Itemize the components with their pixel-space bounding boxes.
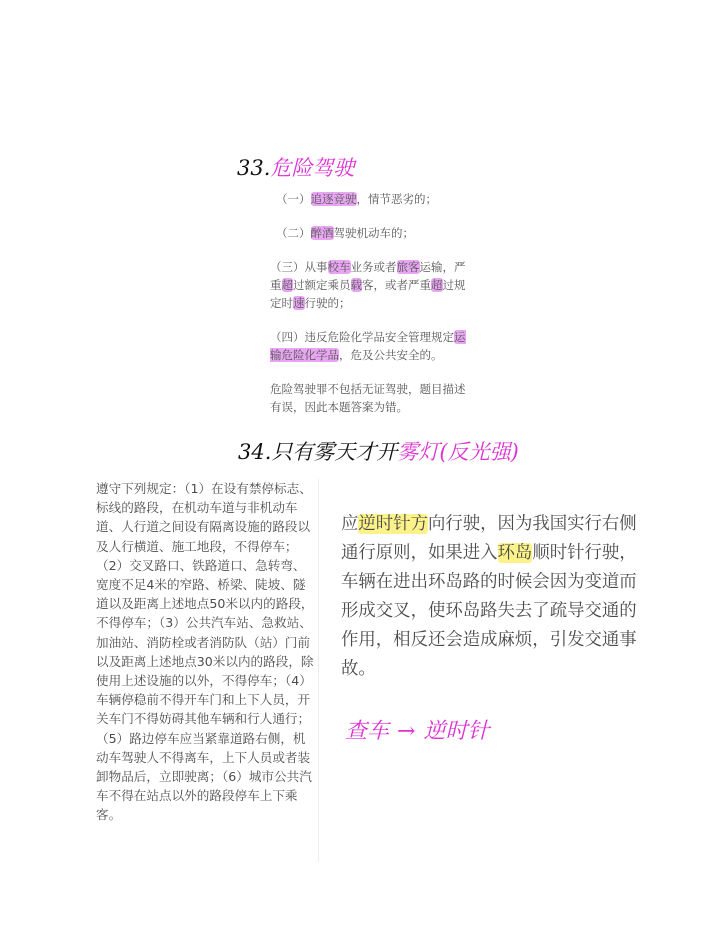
highlight: 追逐竞驶	[310, 192, 357, 206]
highlight: 旅客	[396, 260, 420, 274]
q33-title	[237, 152, 354, 182]
note-right: 逆时针	[423, 719, 490, 744]
q33-item-4: （四）违反危险化学品安全管理规定运输危险化学品，危及公共安全的。	[270, 330, 466, 362]
highlight: 运输危险化学品	[270, 330, 466, 362]
q33-body	[270, 190, 470, 432]
highlight: 醉酒	[310, 226, 334, 240]
q33-item-2: （二）醉酒驾驶机动车的；	[276, 226, 414, 240]
highlight: 超	[431, 278, 443, 292]
q34-title-pink: 雾灯(反光强)	[397, 440, 519, 464]
handwritten-note	[345, 714, 489, 745]
q34-title-black: 34.只有雾天才开	[238, 440, 398, 464]
highlight: 校车	[327, 260, 351, 274]
highlight: 逆时针方	[358, 514, 428, 534]
highlight: 载	[350, 278, 362, 292]
highlight: 环岛	[497, 543, 533, 563]
highlight: 速	[293, 296, 305, 310]
q34-title	[238, 436, 519, 466]
note-left: 查车	[345, 719, 390, 744]
q33-number: 33.	[237, 156, 271, 180]
parking-rules-text: 遵守下列规定：（1）在设有禁停标志、标线的路段，在机动车道与非机动车道、人行道之间设有隔离设施的路段以及人行横道、施工地段，不得停车；（2）交叉路口、铁路道口、急转弯、宽度不足4米的窄路、桥梁、陡坡、隧道以及距离上述地点50米以内的路段，不得停车；（3）公共汽车站、急救站、加油站、消防栓或者消防队（站）门前以及距离上述地点30米以内的路段，除使用上述设施的以外，不得停车；（4）车辆停稳前不得开车门和上下人员，开关车门不得妨碍其他车辆和行人通行；（5）路边停车应当紧靠道路右侧，机动车驾驶人不得离车，上下人员或者装卸物品后，立即驶离；（6）城市公共汽车不得在站点以外的路段停车上下乘客。	[96, 479, 319, 862]
q33-title-text: 危险驾驶	[270, 156, 355, 180]
highlight: 超	[281, 278, 293, 292]
q33-item-3: （三）从事校车业务或者旅客运输，严重超过额定乘员载客，或者严重超过规定时速行驶的；	[270, 260, 466, 310]
roundabout-explanation: 应逆时针方向行驶，因为我国实行右侧通行原则，如果进入环岛顺时针行驶，车辆在进出环岛路的时候会因为变道而形成交叉，使环岛路失去了疏导交通的作用，相反还会造成麻烦，引发交通事故。	[341, 514, 637, 679]
q33-note: 危险驾驶罪不包括无证驾驶，题目描述有误，因此本题答案为错。	[270, 382, 466, 414]
arrow-icon: →	[397, 719, 416, 744]
q33-item-1: （一）追逐竞驶，情节恶劣的；	[276, 192, 437, 206]
